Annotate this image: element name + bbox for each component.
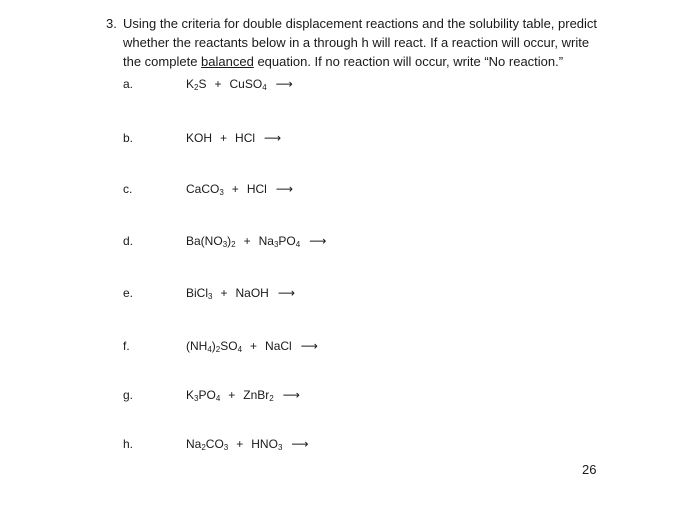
plus-sign: + [228, 388, 236, 402]
reactant-2: CuSO$_4$ [229, 77, 267, 92]
reactant-1: CaCO$_3$ [186, 182, 224, 197]
plus-sign: + [220, 286, 228, 300]
item-equation-c [186, 181, 293, 197]
item-equation-d [186, 233, 326, 249]
item-letter-f: f. [123, 339, 130, 353]
reactant-2: NaOH [235, 286, 269, 300]
item-letter-d: d. [123, 234, 134, 248]
item-equation-e [186, 285, 295, 301]
reactant-2: NaCl [265, 339, 292, 353]
reactant-1: $K_2S$ [186, 77, 207, 92]
reactant-1: $(NH_4)_2SO_4$ [186, 339, 243, 354]
reactant-2: HCl [235, 131, 256, 145]
item-letter-h: h. [123, 437, 134, 451]
plus-sign: + [220, 131, 228, 145]
item-equation-b [186, 130, 281, 146]
item-letter-g: g. [123, 388, 134, 402]
plus-sign: + [231, 182, 239, 196]
item-equation-f [186, 338, 318, 354]
item-letter-c: c. [123, 182, 133, 196]
reactant-1: $Na_2CO_3$ [186, 437, 229, 452]
reaction-arrow-icon: ⟶ [277, 286, 296, 300]
reactant-1: KOH [186, 131, 213, 145]
reaction-arrow-icon: ⟶ [300, 339, 318, 353]
reaction-arrow-icon: ⟶ [309, 234, 327, 248]
item-letter-e: e. [123, 286, 134, 300]
reactant-2: HCl [246, 182, 267, 196]
item-equation-a [186, 76, 293, 92]
question-text [123, 14, 603, 71]
item-letter-b: b. [123, 131, 134, 145]
item-equation-h [186, 436, 309, 452]
reaction-arrow-icon: ⟶ [264, 131, 282, 145]
plus-sign: + [236, 437, 244, 451]
plus-sign: + [214, 77, 222, 91]
item-letter-a: a. [123, 77, 134, 91]
reaction-arrow-icon: ⟶ [275, 182, 294, 196]
reactant-1: $Ba(NO_3)_2$ [186, 234, 236, 249]
item-equation-g [186, 387, 300, 403]
reactant-1: $K_3PO_4$ [186, 388, 221, 403]
question-text-part1: Using the criteria for double displacement reactions and the solubility table, predict whether the reactants below in a through h will react. If a reaction will occur, write the complete [123, 16, 598, 69]
reactant-2: $HNO_3$ [251, 437, 283, 452]
plus-sign: + [243, 234, 251, 248]
page-number: 26 [582, 462, 597, 477]
reaction-arrow-icon: ⟶ [282, 388, 300, 402]
reactant-1: BiCl$_3$ [186, 286, 213, 301]
reactant-2: ZnBr$_2$ [243, 388, 274, 403]
question-number: 3. [106, 16, 117, 31]
reaction-arrow-icon: ⟶ [291, 437, 309, 451]
plus-sign: + [250, 339, 258, 353]
question-underlined-word: balanced [201, 54, 254, 69]
reactant-2: $Na_3PO_4$ [258, 234, 301, 249]
reaction-arrow-icon: ⟶ [275, 77, 293, 91]
question-text-part2: equation. If no reaction will occur, write “No reaction.” [253, 54, 564, 69]
